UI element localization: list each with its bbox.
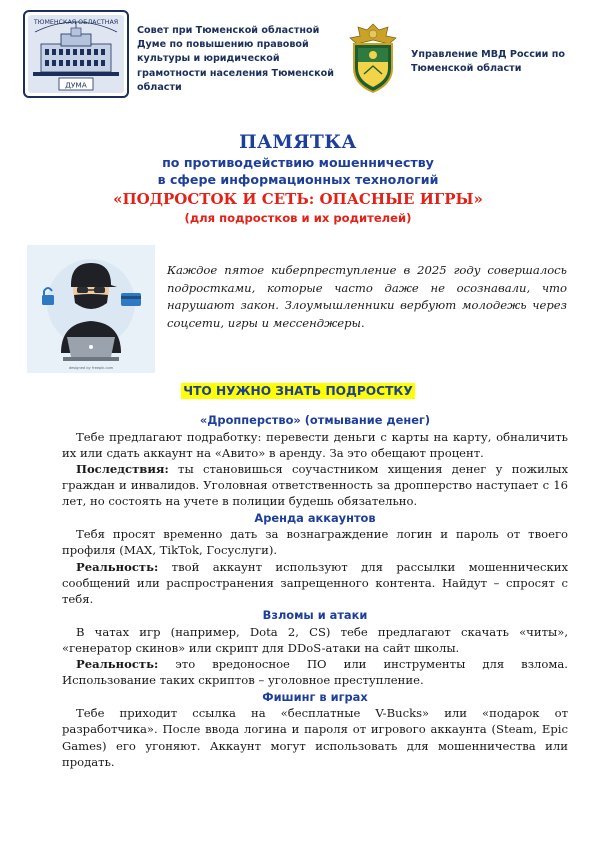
section-title-wrap xyxy=(0,380,596,399)
label-consequences: Последствия: xyxy=(76,462,169,476)
paragraph-phishing: Тебе приходит ссылка на «бесплатные V-Bucks» или «подарок от разработчика». После ввода логина и пароля от игрового аккаунта (Steam, Epic Games) его угоняют. Аккаунт могут использовать для мошенничества или продать. xyxy=(62,706,568,769)
paragraph-dropping-offer: Тебе предлагают подработку: перевести деньги с карты на карту, обналичить их или сдать аккаунт на «Авито» в аренду. За это обещают процент. xyxy=(62,429,568,460)
paragraph-hacks-offer: В чатах игр (например, Dota 2, CS) тебе предлагают скачать «читы», «генератор скинов» или скрипт для DDoS-атаки на сайт школы. xyxy=(62,624,568,656)
label-reality: Реальность: xyxy=(76,559,159,574)
credit-card-icon xyxy=(121,293,141,306)
body-content xyxy=(62,412,568,770)
heading-hacks: Взломы и атаки xyxy=(262,608,368,623)
text-consequences: ты становишься соучастником хищения денег у пожилых граждан и инвалидов. Уголовная ответственность за дропперство наступает с 16 лет, но состоять на учете в полиции будешь обязательно. xyxy=(62,462,568,509)
paragraph-rental-offer: Тебя просят временно дать за вознаграждение логин и пароль от твоего профиля (MAX, TikTok, Госуслуги). xyxy=(62,527,568,558)
hacker-illustration xyxy=(27,245,155,373)
duma-council-text: Совет при Тюменской областной Думе по повышению правовой культуры и юридической грамотности населения Тюменской области xyxy=(137,25,334,93)
duma-logo-caption-top: ТЮМЕНСКАЯ ОБЛАСТНАЯ xyxy=(33,19,119,26)
subtitle-line-2: в сфере информационных технологий xyxy=(157,172,439,187)
paragraph-dropping-consequences xyxy=(62,461,568,510)
label-reality: Реальность: xyxy=(76,657,159,672)
image-credit: designed by freepik.com xyxy=(68,366,114,370)
paragraph-rental-reality xyxy=(62,559,568,608)
subtitle-line-1: по противодействию мошенничеству xyxy=(162,155,434,170)
audience-note: (для подростков и их родителей) xyxy=(184,211,412,225)
duma-logo xyxy=(23,10,129,98)
duma-logo-caption-bottom: ДУМА xyxy=(65,80,87,90)
text-reality: это вредоносное ПО или инструменты для взлома. Использование таких скриптов – уголовное преступление. xyxy=(62,657,568,688)
mvd-department-text: Управление МВД России по Тюменской области xyxy=(411,49,565,75)
heading-account-rental: Аренда аккаунтов xyxy=(254,510,376,525)
title-block xyxy=(0,132,596,227)
mvd-emblem xyxy=(344,22,402,96)
paragraph-hacks-reality xyxy=(62,656,568,688)
intro-text: Каждое пятое киберпреступление в 2025 году совершалось подростками, которые часто даже не осознавали, что нарушают закон. Злоумышленники вербуют молодежь через соцсети, игры и мессенджеры. xyxy=(167,263,567,330)
page-title: ПАМЯТКА xyxy=(239,132,357,153)
header xyxy=(0,10,596,102)
text-reality: твой аккаунт используют для рассылки мошеннических сообщений или распространения запрещенного контента. Найдут – спросят с тебя. xyxy=(62,559,568,607)
heading-phishing: Фишинг в играх xyxy=(262,689,368,704)
section-title: ЧТО НУЖНО ЗНАТЬ ПОДРОСТКУ xyxy=(183,384,413,398)
campaign-title: «ПОДРОСТОК И СЕТЬ: ОПАСНЫЕ ИГРЫ» xyxy=(113,190,483,208)
heading-dropping: «Дропперство» (отмывание денег) xyxy=(199,413,431,427)
